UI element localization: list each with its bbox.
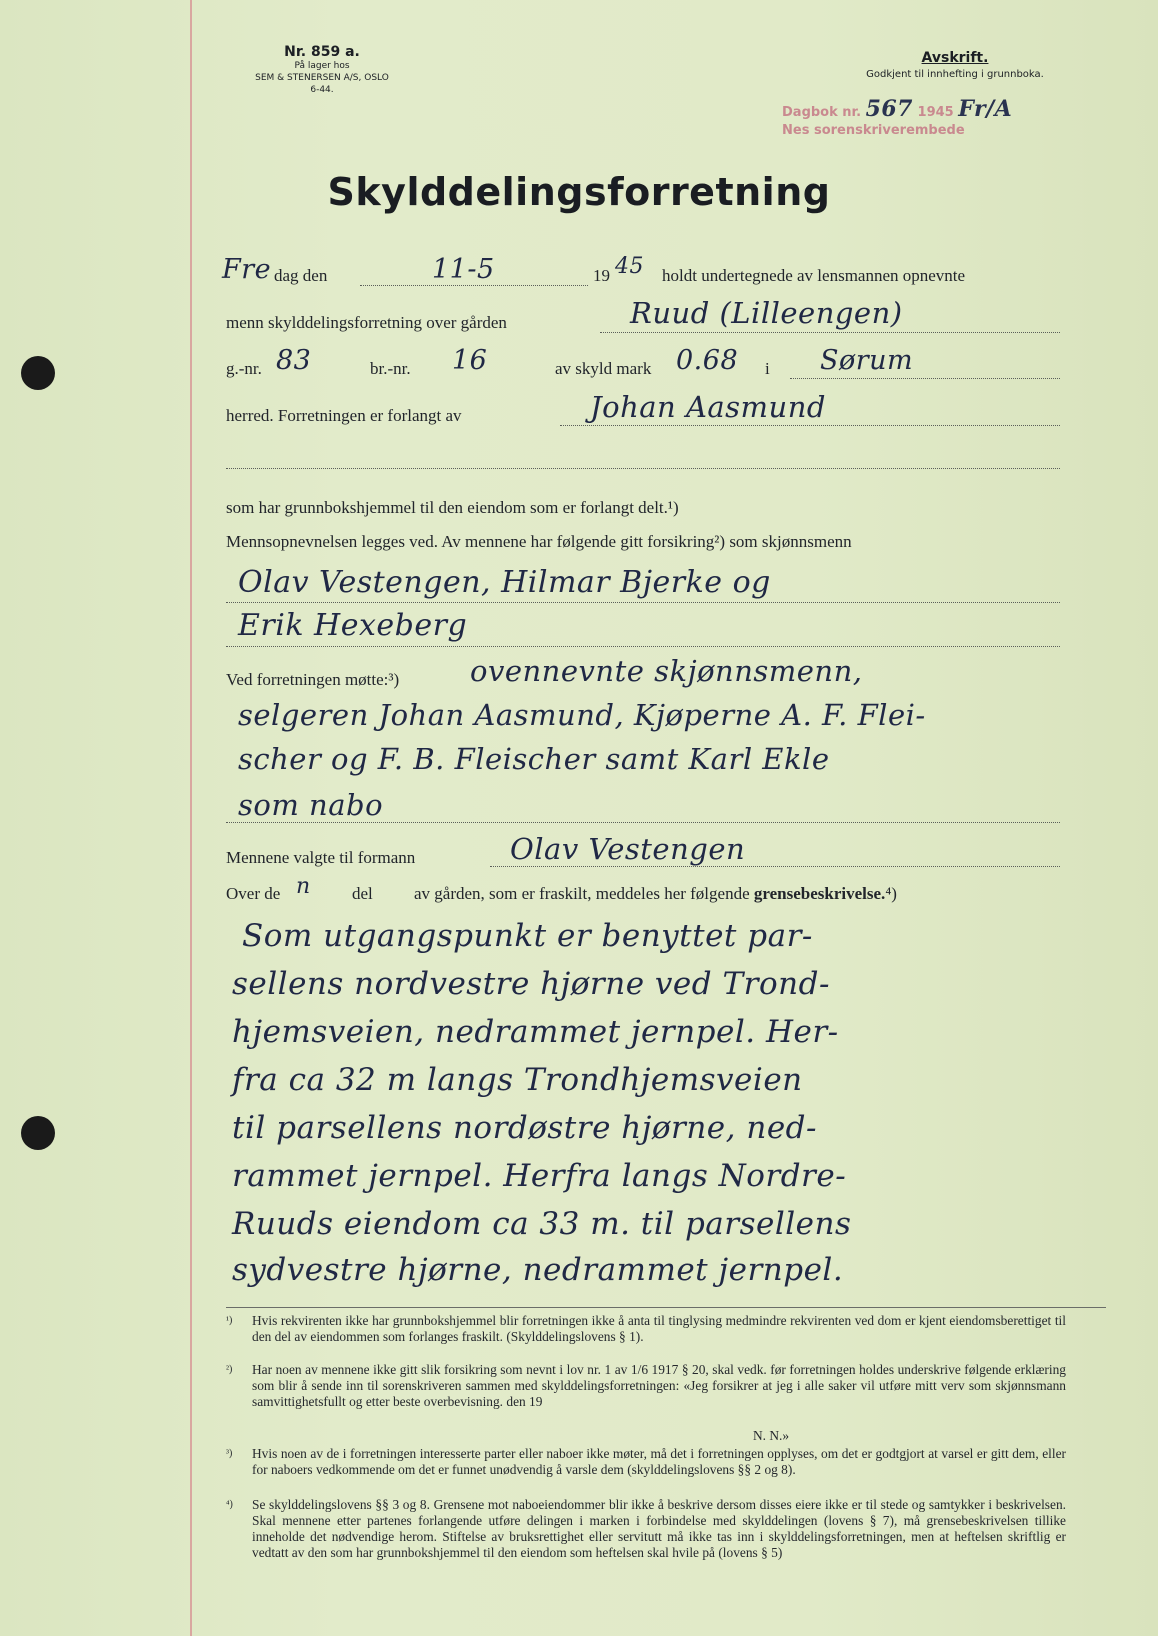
boundary-line-3: hjemsveien, nedrammet jernpel. Her-: [232, 1014, 839, 1050]
farm-label: menn skylddelingsforretning over gården: [226, 313, 507, 332]
date-handwritten: 11-5: [432, 254, 495, 285]
met-line-2: selgeren Johan Aasmund, Kjøperne A. F. Flei-: [238, 698, 926, 732]
footnote-2-mark: ²): [226, 1364, 233, 1375]
chair-label: Mennene valgte til formann: [226, 848, 416, 867]
i-label: i: [765, 359, 770, 378]
footnote-2: [226, 1362, 1066, 1410]
requester-rule: [560, 425, 1060, 426]
form-number: Nr. 859 a.: [284, 44, 360, 60]
farm-name-handwritten: Ruud (Lilleengen): [630, 296, 903, 330]
registry-stamp: [782, 96, 1013, 140]
skyld-label: av skyld mark: [555, 359, 652, 378]
footnote-1-mark: ¹): [226, 1315, 233, 1326]
grensebeskrivelse-label: grensebeskrivelse.: [753, 884, 886, 903]
met-line-1: ovennevnte skjønnsmenn,: [470, 654, 863, 688]
line1-text: holdt undertegnede av lensmannen opnevnte: [662, 266, 966, 285]
printer-line-2: SEM & STENERSEN A/S, OSLO: [255, 73, 389, 83]
herred-handwritten: Sørum: [820, 345, 914, 376]
footnote-4-mark: ⁴): [226, 1499, 233, 1510]
met-line-4: som nabo: [238, 788, 384, 822]
men-rule-2: [226, 646, 1060, 647]
boundary-line-7: Ruuds eiendom ca 33 m. til parsellens: [232, 1206, 852, 1242]
boundary-line-6: rammet jernpel. Herfra langs Nordre-: [232, 1158, 847, 1194]
date-rule: [360, 285, 588, 286]
year-handwritten: 45: [615, 254, 644, 279]
brnr-handwritten: 16: [452, 345, 488, 376]
footnote-1-text: Hvis rekvirenten ikke har grunnbokshjemmel blir forretningen ikke å anta til tinglysing medmindre rekvirenten ved dom er kjent eiendomsberettiget til den del av eiendommen som forlanges fraskilt. (Skylddelingslovens § 1).: [252, 1313, 1066, 1344]
footnote-3-text: Hvis noen av de i forretningen interesserte parter eller naboer ikke møter, må det i forretningen opplyses, om det er godtgjort at varsel er gitt dem, eller for naboers vedkommende om det er funnet unødvendig å varsle dem (skylddelingslovens §§ 2 og 8).: [252, 1446, 1066, 1477]
met-rule: [226, 822, 1060, 823]
boundary-line-5: til parsellens nordøstre hjørne, ned-: [232, 1110, 817, 1146]
blank-rule: [226, 468, 1060, 469]
skyld-handwritten: 0.68: [676, 345, 739, 376]
over-handwritten: n: [296, 874, 311, 899]
footnote-divider: [226, 1307, 1106, 1308]
stamp-year: 1945: [917, 105, 954, 120]
year-prefix: 19: [593, 266, 610, 285]
chair-handwritten: Olav Vestengen: [510, 832, 746, 866]
boundary-line-1: Som utgangspunkt er benyttet par-: [242, 918, 813, 954]
brnr-label: br.-nr.: [370, 359, 411, 378]
requester-handwritten: Johan Aasmund: [590, 390, 826, 424]
footnote-2-text: Har noen av mennene ikke gitt slik forsikring som nevnt i lov nr. 1 av 1/6 1917 § 20, skal vedk. før forretningen holdes underskrive følgende erklæring som blir å sende inn til sorenskriveren sammen med skylddelingsforretningen: «Jeg forsikrer at jeg i alle saker vil utføre mitt verv som skjønnsmann samvittighetsfullt og etter beste overbevisning. den 19: [252, 1362, 1066, 1409]
requester-label: herred. Forretningen er forlangt av: [226, 406, 462, 425]
copy-title: Avskrift.: [921, 50, 989, 66]
footnote-4-text: Se skylddelingslovens §§ 3 og 8. Grensene mot naboeiendommer blir ikke å beskrive dersom disses eiere ikke er til stede og samtykker i beskrivelsen. Skal mennene etter partenes forlangende utføre delingen i marken i forbindelse med skylddelingen (lovens § 7), må grensebeskrivelsen tillike inneholde det nødvendige herom. Stiftelse av bruksrettighet eller servitutt må ikke tas inn i skylddelingsforretningen, men at heftelsen skriftlig er vedtatt av den som har grunnbokshjemmel til den eiendom som heftelsen skal hvile på (lovens § 5): [252, 1497, 1066, 1560]
gnr-label: g.-nr.: [226, 359, 262, 378]
margin-line: [190, 0, 192, 1636]
weekday-handwritten: Fre: [222, 254, 272, 285]
met-label: Ved forretningen møtte:³): [226, 670, 400, 689]
over-text: av gården, som er fraskilt, meddeles her følgende: [414, 884, 750, 903]
copy-block: [810, 50, 1100, 80]
footnote-2-nn: N. N.»: [752, 1428, 790, 1443]
gnr-handwritten: 83: [276, 345, 312, 376]
boundary-line-8: sydvestre hjørne, nedrammet jernpel.: [232, 1252, 844, 1288]
footnote-4: [226, 1497, 1066, 1561]
mennsopnevnelse-text: Mennsopnevnelsen legges ved. Av mennene har følgende gitt forsikring²) som skjønnsmenn: [226, 532, 852, 551]
stamp-number: 567: [865, 96, 913, 122]
met-line-3: scher og F. B. Fleischer samt Karl Ekle: [238, 742, 830, 776]
footnote-3-mark: ³): [226, 1448, 233, 1459]
document-title: Skylddelingsforretning: [327, 170, 831, 214]
printer-line-1: På lager hos: [294, 61, 350, 71]
men-rule-1: [226, 602, 1060, 603]
footnote-3: [226, 1446, 1066, 1478]
sworn-men-line-1: Olav Vestengen, Hilmar Bjerke og: [238, 565, 771, 600]
printer-line-3: 6-44.: [310, 85, 334, 95]
over-label: Over de: [226, 884, 281, 903]
footnote-1: [226, 1313, 1066, 1345]
boundary-line-4: fra ca 32 m langs Trondhjemsveien: [232, 1062, 803, 1098]
punch-hole-bottom: [21, 1116, 55, 1150]
footnote-2-signature: [226, 1428, 1066, 1444]
stamp-dagbok-label: Dagbok nr.: [782, 105, 862, 120]
stamp-initials: Fr/A: [958, 96, 1013, 122]
del-label: del: [352, 884, 373, 903]
punch-hole-top: [21, 356, 55, 390]
dag-den-label: dag den: [274, 266, 328, 285]
copy-note: Godkjent til innhefting i grunnboka.: [866, 69, 1044, 80]
sworn-men-line-2: Erik Hexeberg: [238, 608, 468, 643]
herred-rule: [790, 378, 1060, 379]
chair-rule: [490, 866, 1060, 867]
stamp-office: Nes sorenskriverembede: [782, 123, 965, 138]
over-footnote-mark: ⁴): [885, 884, 897, 903]
printer-block: [232, 44, 412, 96]
over-text-group: [414, 884, 897, 904]
boundary-line-2: sellens nordvestre hjørne ved Trond-: [232, 966, 830, 1002]
grunnbok-text: som har grunnbokshjemmel til den eiendom som er forlangt delt.¹): [226, 498, 679, 517]
farm-rule: [600, 332, 1060, 333]
